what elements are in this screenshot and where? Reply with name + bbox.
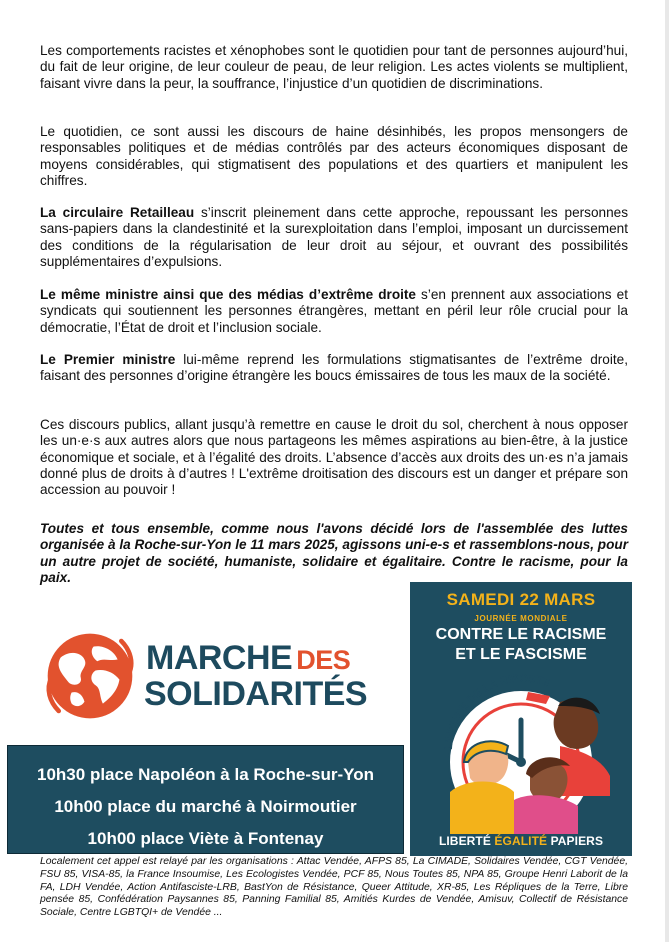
rally-fontenay: 10h00 place Viète à Fontenay	[87, 829, 324, 848]
paragraph-ministre	[40, 287, 628, 336]
logo-des: DES	[296, 645, 351, 675]
poster-illustration	[410, 666, 632, 834]
poster-subtitle: JOURNÉE MONDIALE	[474, 614, 568, 623]
paragraph-closing-call: Toutes et tous ensemble, comme nous l'avons décidé lors de l'assemblée des luttes organisée à la Roche-sur-Yon le 11 mars 2025, agissons uni-e-s et rassemblons-nous, pour un autre projet de société, humaniste, solidaire et égalitaire. Contre le racisme, pour la paix.	[40, 521, 628, 585]
poster-arc-text: L'HEURE DE LA RIPOSTE	[442, 672, 552, 751]
logo-marche: MARCHE	[146, 639, 293, 677]
slogan-liberte: LIBERTÉ	[438, 834, 491, 848]
slogan-egalite: ÉGALITÉ	[494, 834, 548, 848]
premier-ministre-heading: Le Premier ministre	[40, 352, 176, 367]
rally-noirmoutier: 10h00 place du marché à Noirmoutier	[54, 797, 357, 816]
rally-locations-box	[7, 745, 404, 854]
paragraph-discours-publics: Ces discours publics, allant jusqu’à remettre en cause le droit du sol, cherchent à nous opposer les un·e·s aux autres alors que nous partageons les mêmes aspirations au bien-être, à la justice économique et sociale, et à l’égalité des droits. L’absence d’accès aux droits des un·es n’a jamais donné plus de droits à d’autres ! L'extrême droitisation des discours est un danger et prépare son accession au pouvoir !	[40, 417, 628, 498]
paragraph-hate-speech: Le quotidien, ce sont aussi les discours de haine désinhibés, les propos mensongers de responsables politiques et de médias contrôlés par des acteurs économiques disposant de moyens considérables, qui stigmatisent des populations et des quartiers et manipulent les chiffres.	[40, 124, 628, 188]
logo-wordmark-line2: SOLIDARITÉS	[144, 675, 368, 713]
poster-slogan	[410, 834, 632, 848]
paragraph-premier-ministre	[40, 352, 628, 385]
page-edge	[665, 0, 669, 942]
logo-wordmark-line1	[146, 640, 350, 678]
poster-date: SAMEDI 22 MARS	[446, 590, 596, 609]
circulaire-text: s’inscrit pleinement dans cette approche, repoussant les personnes sans-papiers dans la clandestinité et la surexploitation dans l’emploi, imposant un durcissement des conditions de la régularisation de leur droit au séjour, et ouvrant des possibilités supplémentaires d’expulsions.	[40, 205, 629, 269]
rally-roche-sur-yon: 10h30 place Napoléon à la Roche-sur-Yon	[37, 765, 374, 784]
ministre-text: s’en prennent aux associations et syndicats qui soutiennent les personnes étrangères, mettant en péril leur rôle crucial pour la démocratie, l’État de droit et l’inclusion sociale.	[40, 287, 628, 335]
globe-icon	[44, 630, 136, 722]
premier-ministre-text: lui-même reprend les formulations stigmatisantes de l’extrême droite, faisant des personnes d’origine étrangère les boucs émissaires de tous les maux de la société.	[40, 352, 628, 384]
organizations-footer: Localement cet appel est relayé par les organisations : Attac Vendée, AFPS 85, La CIMADE, Solidaires Vendée, CGT Vendée, FSU 85, VISA-85, la France Insoumise, Les Ecologistes Vendée, PCF 85, Nous Toutes 85, NPA 85, Groupe Henri Laborit de la FA, LDH Vendée, Action Antifasciste-LRB, BastYon de Résistance, Queer Attitude, XR-85, Les Répliques de la Terre, Libre pensée 85, Confédération Paysannes 85, Panning Familial 85, Amitiés Kurdes de Vendée, Amisuv, Collectif de Résistance Sociale, Centre LGBTQI+ de Vendée ...	[40, 856, 628, 919]
marche-des-solidarites-logo	[40, 626, 385, 726]
paragraph-racism-daily: Les comportements racistes et xénophobes sont le quotidien pour tant de personnes aujourd’hui, du fait de leur origine, de leur couleur de peau, de leur religion. Les actes violents se multiplient, faisant vivre dans la peur, la souffrance, l’injustice d’un quotidien de discriminations.	[40, 43, 628, 91]
circulaire-heading: La circulaire Retailleau	[40, 205, 195, 220]
ministre-heading: Le même ministre ainsi que des médias d’extrême droite	[40, 287, 416, 302]
poster-title-line1: CONTRE LE RACISME	[435, 626, 607, 643]
event-poster	[410, 582, 632, 856]
slogan-papiers: PAPIERS	[550, 834, 604, 848]
paragraph-circulaire	[40, 205, 628, 270]
poster-title-line2: ET LE FASCISME	[455, 646, 587, 663]
